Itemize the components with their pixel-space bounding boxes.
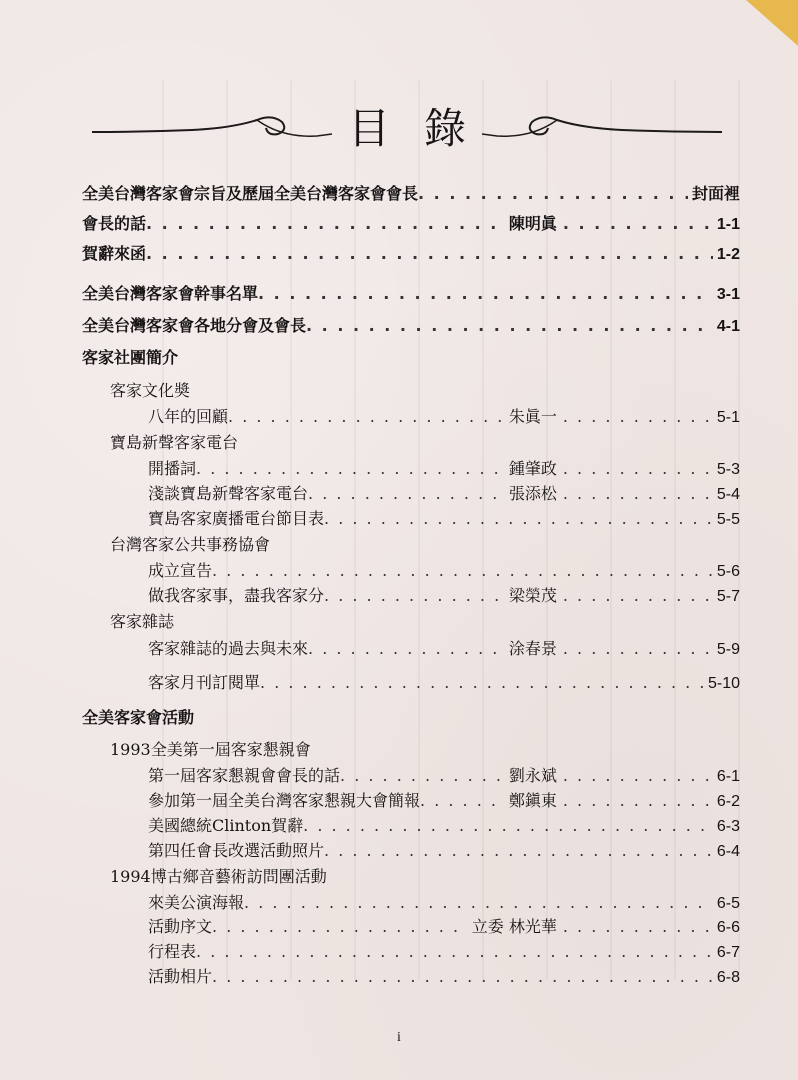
entry-page-number: 6-4 [716,843,740,860]
dot-leader [418,184,688,203]
toc-entry[interactable] [148,838,740,864]
entry-title: 全美台灣客家會宗旨及歷屆全美台灣客家會會長 [82,184,419,203]
toc-entry[interactable] [82,281,740,307]
dot-leader [563,917,713,936]
toc-entry[interactable] [148,914,740,940]
entry-page-number: 封面裡 [691,186,740,203]
page-number: i [397,1030,401,1045]
entry-title: 成立宣告 [148,561,213,580]
entry-title: 行程表 [148,942,197,961]
dot-leader [146,214,503,233]
toc-entry[interactable] [148,890,740,916]
toc-entry[interactable] [148,404,740,430]
section-heading: 客家雜誌 [110,612,175,631]
page-title: 目錄 [347,104,500,153]
entry-title: 做我客家事，盡我客家分 [148,586,325,605]
toc-entry[interactable] [148,481,740,507]
entry-title: 第四任會長改選活動照片 [148,841,325,860]
toc-entry[interactable] [148,939,740,965]
dot-leader [563,639,713,658]
dot-leader [563,766,713,785]
dot-leader [258,284,713,303]
entry-title: 活動相片 [148,967,213,986]
entry-title: 淺談寶島新聲客家電台 [148,484,309,503]
toc-entry[interactable] [148,636,740,662]
toc-entry[interactable] [148,670,740,696]
entry-title: 客家雜誌的過去與未來 [148,639,309,658]
entry-title: 活動序文 [148,917,213,936]
dot-leader [308,484,503,503]
dot-leader [212,561,713,580]
dot-leader [303,816,713,835]
dot-leader [244,893,713,912]
dot-leader [563,214,713,233]
entry-title: 會長的話 [82,214,147,233]
entry-title: 寶島客家廣播電台節目表 [148,509,325,528]
entry-page-number: 6-8 [716,969,740,986]
toc-entry[interactable] [148,558,740,584]
entry-author: 立委 林光華 [471,917,557,936]
dot-leader [563,586,713,605]
section-heading: 台灣客家公共事務協會 [110,535,271,554]
dot-leader [563,791,713,810]
dot-leader [228,407,503,426]
dot-leader [420,791,503,810]
dot-leader [260,673,704,692]
entry-page-number: 4-1 [716,318,740,335]
entry-page-number: 5-10 [707,675,740,692]
dot-leader [308,639,503,658]
entry-page-number: 5-4 [716,486,740,503]
entry-page-number: 5-1 [716,409,740,426]
entry-page-number: 6-7 [716,944,740,961]
toc-entry[interactable] [148,763,740,789]
dot-leader [146,244,713,263]
entry-page-number: 6-3 [716,818,740,835]
entry-author: 涂春景 [508,639,557,658]
dot-leader [212,917,466,936]
entry-page-number: 5-9 [716,641,740,658]
entry-title: 參加第一屆全美台灣客家懇親大會簡報 [148,791,421,810]
entry-title: 全美台灣客家會各地分會及會長 [82,316,307,335]
entry-page-number: 5-3 [716,461,740,478]
dot-leader [563,484,713,503]
corner-fold [746,0,798,46]
entry-page-number: 3-1 [716,286,740,303]
entry-author: 張添松 [508,484,557,503]
section-heading: 客家社團簡介 [82,348,179,367]
entry-author: 劉永斌 [508,766,557,785]
toc-entry[interactable] [148,506,740,532]
entry-page-number: 5-7 [716,588,740,605]
entry-page-number: 6-1 [716,768,740,785]
entry-title: 客家月刊訂閱單 [148,673,261,692]
toc-entry[interactable] [148,456,740,482]
entry-title: 賀辭來函 [82,244,147,263]
title-row [82,90,732,160]
entry-page-number: 6-5 [716,895,740,912]
entry-title: 全美台灣客家會幹事名單 [82,284,259,303]
toc-entry[interactable] [148,813,740,839]
entry-page-number: 5-5 [716,511,740,528]
entry-page-number: 6-6 [716,919,740,936]
section-heading: 1993全美第一屆客家懇親會 [110,740,311,759]
entry-title: 八年的回顧 [148,407,229,426]
toc-entry[interactable] [148,583,740,609]
dot-leader [324,586,503,605]
entry-author: 鄭鎭東 [508,791,557,810]
entry-title: 來美公演海報 [148,893,245,912]
dot-leader [340,766,503,785]
entry-title: 美國總統Clinton賀辭 [148,816,304,835]
entry-page-number: 1-1 [716,216,740,233]
section-heading: 寶島新聲客家電台 [110,433,239,452]
toc-entry[interactable] [148,788,740,814]
dot-leader [196,942,713,961]
section-heading: 客家文化奬 [110,381,191,400]
toc-entry[interactable] [148,964,740,990]
dot-leader [563,459,713,478]
entry-author: 陳明眞 [508,214,557,233]
entry-author: 梁榮茂 [508,586,557,605]
entry-author: 朱眞一 [508,407,557,426]
toc-entry[interactable] [82,211,740,237]
section-heading: 全美客家會活動 [82,708,195,727]
entry-author: 鍾肇政 [508,459,557,478]
toc-entry[interactable] [82,241,740,267]
toc-entry[interactable] [82,181,740,207]
dot-leader [324,509,713,528]
section-heading: 1994博古鄉音藝術訪問團活動 [110,867,327,886]
dot-leader [196,459,503,478]
toc-entry[interactable] [82,313,740,339]
entry-title: 開播詞 [148,459,197,478]
entry-page-number: 5-6 [716,563,740,580]
dot-leader [324,841,713,860]
dot-leader [306,316,713,335]
entry-page-number: 6-2 [716,793,740,810]
entry-page-number: 1-2 [716,246,740,263]
dot-leader [212,967,713,986]
entry-title: 第一屆客家懇親會會長的話 [148,766,341,785]
dot-leader [563,407,713,426]
